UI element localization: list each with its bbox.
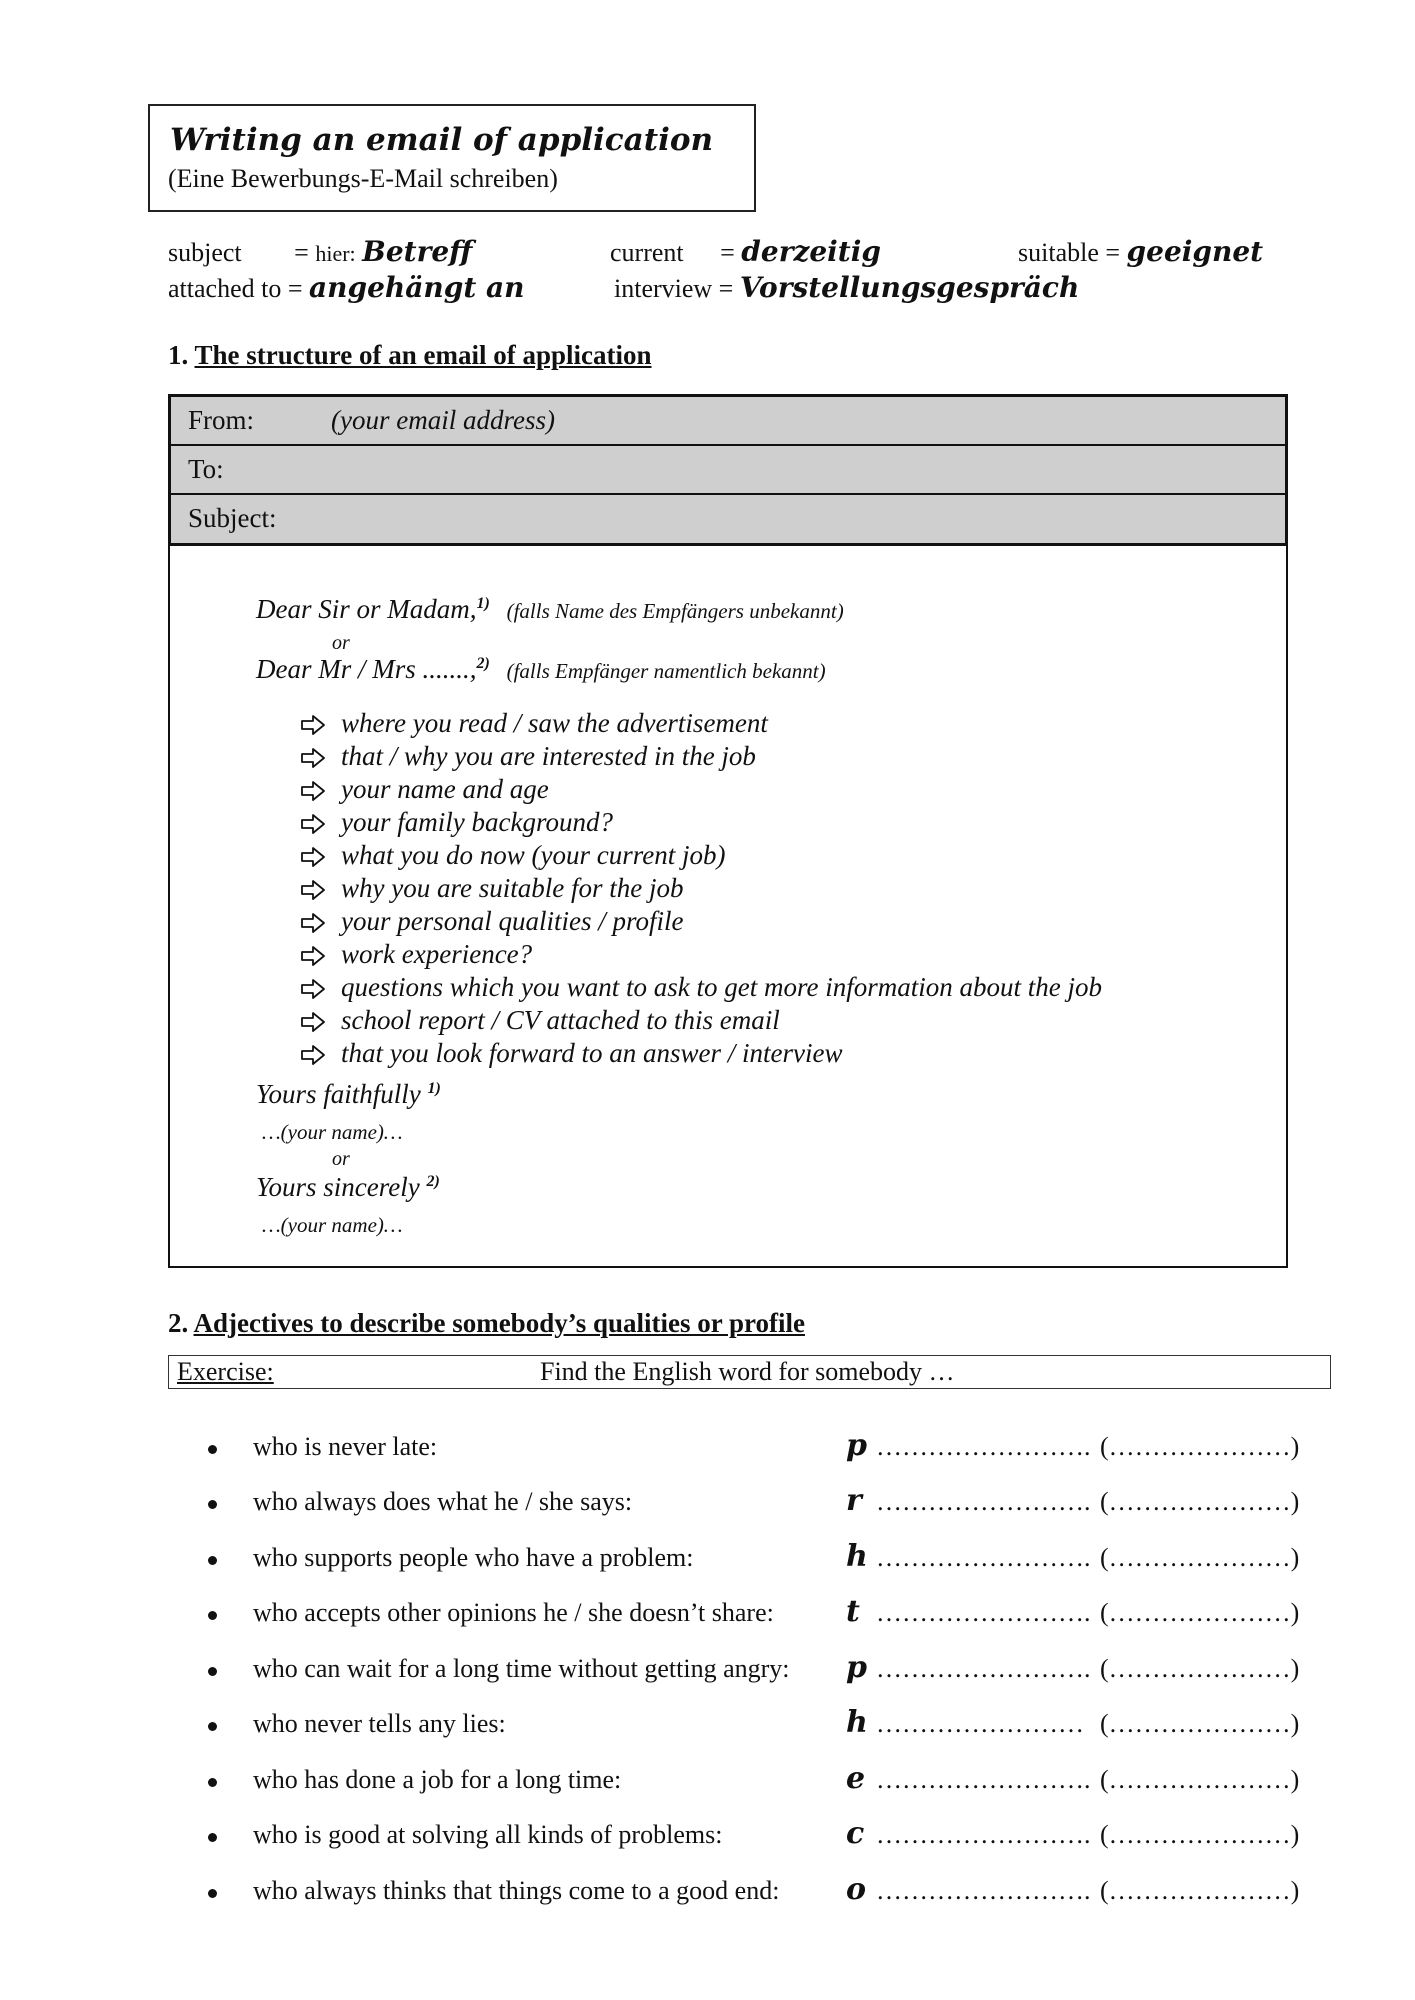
- name-placeholder: …(your name)…: [262, 1120, 403, 1144]
- arrow-right-icon: [300, 943, 326, 965]
- salutation-known: Dear Mr / Mrs .......,$^{2)}$ (falls Empfänger namentlich bekannt): [256, 654, 826, 684]
- content-point-text: that you look forward to an answer / interview: [341, 1038, 843, 1068]
- salutation-unknown: Dear Sir or Madam,$^{1)}$ (falls Name des Empfängers unbekannt): [256, 594, 844, 624]
- bullet-icon: [208, 1611, 217, 1620]
- vocab-en: interview =: [614, 274, 734, 303]
- exercise-item: [208, 1816, 1328, 1860]
- vocab-interview: [614, 271, 1079, 304]
- answer-blank[interactable]: …………………….: [876, 1765, 1091, 1794]
- content-point-text: where you read / saw the advertisement: [341, 708, 768, 738]
- translation-blank[interactable]: (…………………): [1100, 1709, 1300, 1738]
- title-box: [148, 104, 756, 212]
- from-row: From: (your email address): [171, 397, 1285, 446]
- arrow-right-icon: [300, 910, 326, 932]
- answer-blank[interactable]: …………………….: [876, 1543, 1091, 1572]
- vocab-en: current: [610, 238, 684, 267]
- exercise-label: Exercise:: [177, 1357, 274, 1386]
- translation-blank[interactable]: (…………………): [1100, 1598, 1300, 1627]
- closing-faithfully: Yours faithfully $^{1)}$: [256, 1079, 441, 1109]
- vocab-hint: hier:: [315, 241, 356, 266]
- answer-blank[interactable]: …………………….: [876, 1820, 1091, 1849]
- bullet-icon: [208, 1556, 217, 1565]
- bullet-icon: [208, 1833, 217, 1842]
- arrow-right-icon: [300, 877, 326, 899]
- content-point-text: work experience?: [341, 939, 533, 969]
- answer-first-letter: r: [846, 1483, 862, 1518]
- exercise-item: [208, 1705, 1328, 1749]
- content-point-text: your family background?: [341, 807, 613, 837]
- translation-blank[interactable]: (…………………): [1100, 1820, 1300, 1849]
- page-title: Writing an email of application: [170, 122, 714, 158]
- answer-blank[interactable]: …………………….: [876, 1876, 1091, 1905]
- to-row: To:: [171, 446, 1285, 495]
- vocab-current: [610, 235, 881, 268]
- arrow-right-icon: [300, 1042, 326, 1064]
- email-body-box: [168, 546, 1288, 1268]
- answer-blank[interactable]: ……………………: [876, 1709, 1084, 1738]
- arrow-right-icon: [300, 844, 326, 866]
- answer-first-letter: p: [846, 1428, 867, 1463]
- content-point-text: what you do now (your current job): [341, 840, 726, 870]
- bullet-icon: [208, 1500, 217, 1509]
- answer-first-letter: t: [846, 1594, 860, 1629]
- translation-blank[interactable]: (…………………): [1100, 1432, 1300, 1461]
- vocab-en: subject: [168, 238, 242, 267]
- exercise-question: who always thinks that things come to a good end:: [253, 1876, 780, 1905]
- vocab-en: attached to =: [168, 274, 303, 303]
- exercise-item: [208, 1594, 1328, 1638]
- exercise-question: who is never late:: [253, 1432, 438, 1461]
- translation-blank[interactable]: (…………………): [1100, 1487, 1300, 1516]
- bullet-icon: [208, 1778, 217, 1787]
- arrow-right-icon: [300, 712, 326, 734]
- section-1-heading: 1. The structure of an email of application: [168, 340, 652, 370]
- closing-sincerely: Yours sincerely $^{2)}$: [256, 1172, 440, 1202]
- arrow-right-icon: [300, 778, 326, 800]
- exercise-item: [208, 1872, 1328, 1916]
- answer-blank[interactable]: …………………….: [876, 1598, 1091, 1627]
- subject-row: Subject:: [188, 503, 277, 533]
- translation-blank[interactable]: (…………………): [1100, 1876, 1300, 1905]
- or-label: or: [332, 632, 350, 654]
- name-placeholder: …(your name)…: [262, 1213, 403, 1237]
- exercise-item: [208, 1650, 1328, 1694]
- arrow-right-icon: [300, 976, 326, 998]
- content-point-text: your personal qualities / profile: [341, 906, 684, 936]
- exercise-instruction: Find the English word for somebody …: [540, 1357, 955, 1386]
- answer-first-letter: c: [846, 1816, 865, 1851]
- page-subtitle: (Eine Bewerbungs-E-Mail schreiben): [168, 164, 558, 193]
- vocab-de: geeignet: [1126, 235, 1264, 268]
- answer-first-letter: h: [846, 1705, 868, 1740]
- vocab-de: Vorstellungsgespräch: [739, 271, 1080, 304]
- vocab-subject: [168, 235, 472, 268]
- arrow-right-icon: [300, 1009, 326, 1031]
- exercise-question: who is good at solving all kinds of problems:: [253, 1820, 723, 1849]
- content-point-text: questions which you want to ask to get more information about the job: [341, 972, 1102, 1002]
- answer-first-letter: p: [846, 1650, 867, 1685]
- arrow-right-icon: [300, 811, 326, 833]
- exercise-bar: [168, 1355, 1331, 1389]
- vocab-de: derzeitig: [741, 235, 881, 268]
- bullet-icon: [208, 1722, 217, 1731]
- exercise-question: who always does what he / she says:: [253, 1487, 633, 1516]
- exercise-question: who never tells any lies:: [253, 1709, 506, 1738]
- answer-blank[interactable]: …………………….: [876, 1654, 1091, 1683]
- content-point-text: that / why you are interested in the job: [341, 741, 756, 771]
- translation-blank[interactable]: (…………………): [1100, 1543, 1300, 1572]
- exercise-item: [208, 1483, 1328, 1527]
- bullet-icon: [208, 1889, 217, 1898]
- arrow-right-icon: [300, 745, 326, 767]
- answer-first-letter: e: [846, 1761, 866, 1796]
- exercise-question: who supports people who have a problem:: [253, 1543, 694, 1572]
- answer-blank[interactable]: …………………….: [876, 1487, 1091, 1516]
- translation-blank[interactable]: (…………………): [1100, 1765, 1300, 1794]
- vocab-attached: [168, 271, 525, 304]
- answer-first-letter: h: [846, 1539, 868, 1574]
- exercise-question: who accepts other opinions he / she doesn’t share:: [253, 1598, 774, 1627]
- exercise-item: [208, 1428, 1328, 1472]
- content-point-text: why you are suitable for the job: [341, 873, 684, 903]
- exercise-question: who can wait for a long time without getting angry:: [253, 1654, 790, 1683]
- answer-first-letter: o: [846, 1872, 867, 1907]
- bullet-icon: [208, 1445, 217, 1454]
- exercise-question: who has done a job for a long time:: [253, 1765, 622, 1794]
- translation-blank[interactable]: (…………………): [1100, 1654, 1300, 1683]
- vocab-suitable: [1018, 235, 1263, 268]
- vocab-de: angehängt an: [309, 271, 525, 304]
- or-label: or: [332, 1148, 350, 1170]
- vocab-de: Betreff: [362, 235, 473, 268]
- vocab-eq: =: [720, 238, 735, 267]
- content-point-text: school report / CV attached to this email: [341, 1005, 780, 1035]
- answer-blank[interactable]: …………………….: [876, 1432, 1091, 1461]
- email-header-table: [168, 394, 1288, 546]
- content-point-text: your name and age: [341, 774, 549, 804]
- vocab-en: suitable =: [1018, 238, 1121, 267]
- bullet-icon: [208, 1667, 217, 1676]
- vocab-eq: =: [294, 238, 316, 267]
- section-2-heading: 2. Adjectives to describe somebody’s qualities or profile: [168, 1308, 805, 1338]
- exercise-item: [208, 1539, 1328, 1583]
- exercise-item: [208, 1761, 1328, 1805]
